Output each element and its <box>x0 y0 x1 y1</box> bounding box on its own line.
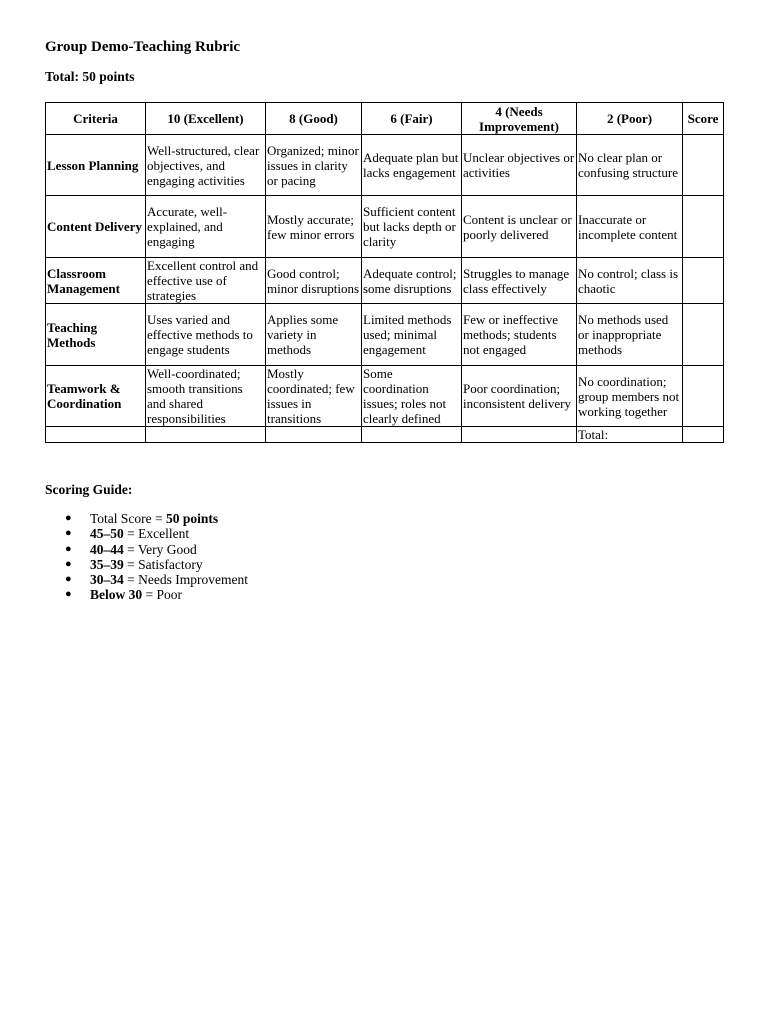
table-row <box>46 366 724 427</box>
score-cell[interactable] <box>683 135 724 196</box>
list-item: ● 40–44 = Very Good <box>65 541 197 557</box>
empty-cell <box>266 427 362 443</box>
bullet-icon: ● <box>65 512 72 524</box>
bullet-icon: ● <box>65 542 72 555</box>
total-row <box>46 427 724 443</box>
criteria-cell: Content Delivery <box>46 196 146 258</box>
bullet-icon: ● <box>65 573 72 586</box>
good-cell: Applies some variety in methods <box>266 304 362 366</box>
table-row <box>46 196 724 258</box>
total-score-cell[interactable] <box>683 427 724 443</box>
bullet-icon: ● <box>65 588 72 601</box>
score-cell[interactable] <box>683 304 724 366</box>
needs-improvement-cell: Poor coordination; inconsistent delivery <box>462 366 577 427</box>
criteria-cell: Teamwork & Coordination <box>46 366 146 427</box>
scoring-guide-title: Scoring Guide: <box>45 482 133 497</box>
score-cell[interactable] <box>683 258 724 304</box>
header-criteria: Criteria <box>46 103 146 135</box>
list-item: ● 35–39 = Satisfactory <box>65 556 203 572</box>
needs-improvement-cell: Few or ineffective methods; students not engaged <box>462 304 577 366</box>
excellent-cell: Well-structured, clear objectives, and engaging activities <box>146 135 266 196</box>
needs-improvement-cell: Struggles to manage class effectively <box>462 258 577 304</box>
criteria-cell: Lesson Planning <box>46 135 146 196</box>
poor-cell: Inaccurate or incomplete content <box>577 196 683 258</box>
fair-cell: Some coordination issues; roles not clearly defined <box>362 366 462 427</box>
table-row <box>46 135 724 196</box>
fair-cell: Adequate plan but lacks engagement <box>362 135 462 196</box>
header-fair: 6 (Fair) <box>362 103 462 135</box>
header-poor: 2 (Poor) <box>577 103 683 135</box>
good-cell: Mostly coordinated; few issues in transitions <box>266 366 362 427</box>
total-label: Total: <box>577 427 683 443</box>
header-score: Score <box>683 103 724 135</box>
score-cell[interactable] <box>683 366 724 427</box>
document-title: Group Demo-Teaching Rubric <box>45 39 241 55</box>
excellent-cell: Well-coordinated; smooth transitions and shared responsibilities <box>146 366 266 427</box>
poor-cell: No control; class is chaotic <box>577 258 683 304</box>
good-cell: Mostly accurate; few minor errors <box>266 196 362 258</box>
header-excellent: 10 (Excellent) <box>146 103 266 135</box>
criteria-cell: Teaching Methods <box>46 304 146 366</box>
poor-cell: No methods used or inappropriate methods <box>577 304 683 366</box>
empty-cell <box>462 427 577 443</box>
bullet-icon: ● <box>65 527 72 540</box>
excellent-cell: Excellent control and effective use of strategies <box>146 258 266 304</box>
header-needs-improvement: 4 (Needs Improvement) <box>462 103 577 135</box>
list-item: ● Total Score = 50 points <box>65 511 219 526</box>
criteria-cell: Classroom Management <box>46 258 146 304</box>
fair-cell: Adequate control; some disruptions <box>362 258 462 304</box>
empty-cell <box>146 427 266 443</box>
table-header-row <box>46 103 724 135</box>
empty-cell <box>46 427 146 443</box>
fair-cell: Sufficient content but lacks depth or clarity <box>362 196 462 258</box>
table-row <box>46 258 724 304</box>
header-good: 8 (Good) <box>266 103 362 135</box>
list-item: ● Below 30 = Poor <box>65 587 182 603</box>
rubric-table <box>45 102 724 443</box>
table-row <box>46 304 724 366</box>
score-cell[interactable] <box>683 196 724 258</box>
list-item: ● 30–34 = Needs Improvement <box>65 572 248 588</box>
rubric-document <box>45 36 723 603</box>
excellent-cell: Accurate, well-explained, and engaging <box>146 196 266 258</box>
needs-improvement-cell: Content is unclear or poorly delivered <box>462 196 577 258</box>
good-cell: Organized; minor issues in clarity or pacing <box>266 135 362 196</box>
poor-cell: No clear plan or confusing structure <box>577 135 683 196</box>
list-item: ● 45–50 = Excellent <box>65 526 190 542</box>
poor-cell: No coordination; group members not working together <box>577 366 683 427</box>
needs-improvement-cell: Unclear objectives or activities <box>462 135 577 196</box>
good-cell: Good control; minor disruptions <box>266 258 362 304</box>
scoring-guide-list <box>45 511 248 603</box>
bullet-icon: ● <box>65 557 72 570</box>
total-points: Total: 50 points <box>45 69 135 84</box>
excellent-cell: Uses varied and effective methods to engage students <box>146 304 266 366</box>
fair-cell: Limited methods used; minimal engagement <box>362 304 462 366</box>
empty-cell <box>362 427 462 443</box>
